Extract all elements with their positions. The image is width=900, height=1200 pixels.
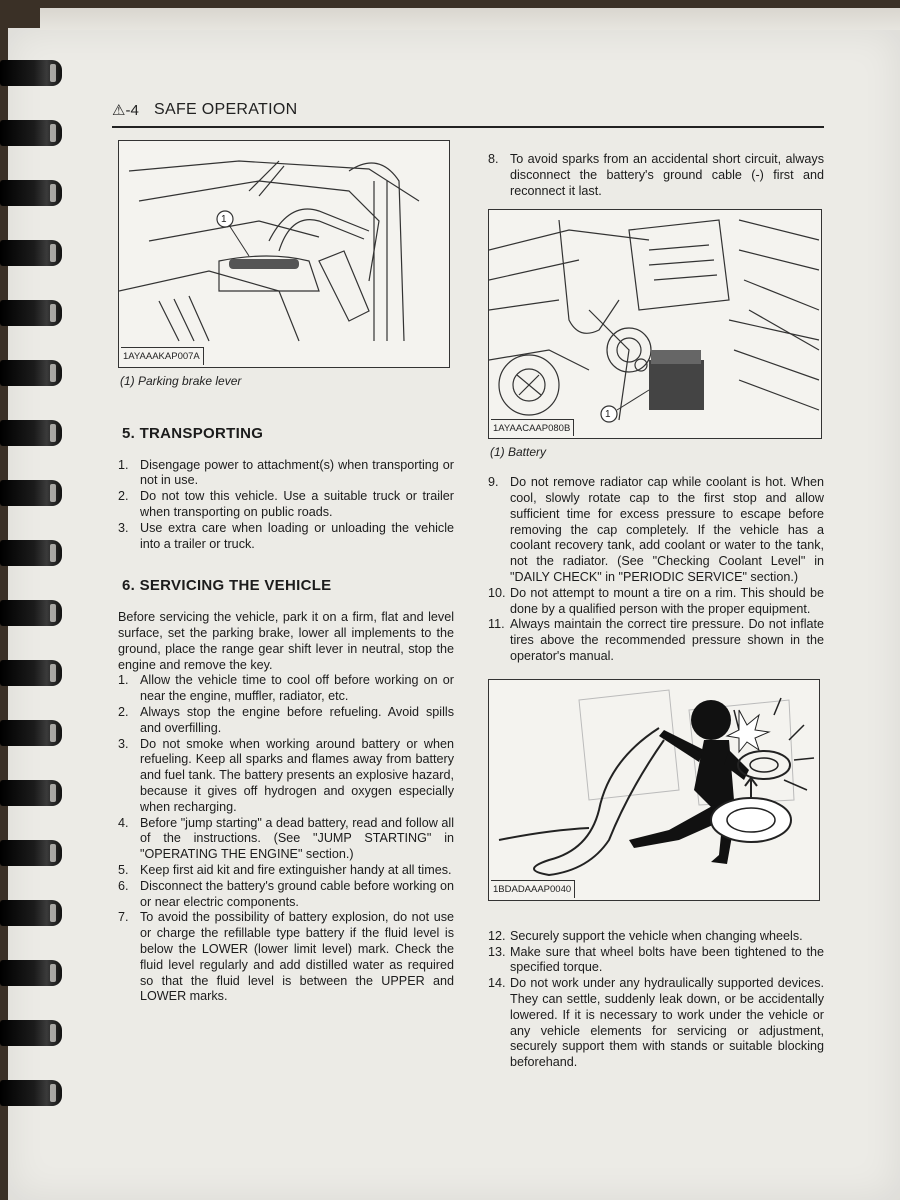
- items-9-11-list: [488, 475, 824, 665]
- item-text: To avoid sparks from an accidental short circuit, always disconnect the battery's ground cable (-) first and reconnect it last.: [510, 152, 824, 198]
- right-column: [488, 152, 824, 1071]
- list-item: [118, 458, 454, 490]
- item-number: 3.: [118, 520, 129, 535]
- list-item: [118, 737, 454, 816]
- item-number: 11.: [488, 617, 505, 632]
- binding-ring: [0, 420, 62, 446]
- binding-ring: [0, 120, 62, 146]
- binding-ring: [0, 360, 62, 386]
- tire-explosion-figure: [488, 679, 820, 901]
- item-text: Do not attempt to mount a tire on a rim. This should be done by a qualified person with the proper equipment.: [510, 585, 824, 616]
- section-title-transporting: 5. TRANSPORTING: [122, 424, 264, 442]
- battery-figure: [488, 209, 822, 439]
- parking-brake-illustration: [119, 141, 449, 367]
- item-text: Do not smoke when working around battery or when refueling. Keep all sparks and flames away from battery and fuel tank. The battery presents an explosive hazard, because it gives off hydrogen and oxygen especially when recharging.: [140, 736, 454, 814]
- item-text: Use extra care when loading or unloading the vehicle into a trailer or truck.: [140, 520, 454, 551]
- item-number: 1.: [118, 673, 129, 688]
- list-item: [118, 816, 454, 863]
- item-text: Disconnect the battery's ground cable before working on or near electric components.: [140, 878, 454, 909]
- figure-code: 1AYAACAAP080B: [491, 419, 574, 437]
- list-item: [488, 152, 824, 199]
- item-text: To avoid the possibility of battery explosion, do not use or charge the refillable type battery if the fluid level is below the LOWER (lower limit level) mark. Check the fluid level regularly and add distilled water as required so that the fluid level is between the UPPER and LOWER marks.: [140, 910, 454, 1004]
- list-item: [488, 976, 824, 1071]
- list-item: [118, 521, 454, 553]
- list-item: [118, 910, 454, 1005]
- binding-ring: [0, 300, 62, 326]
- item-text: Allow the vehicle time to cool off before working on or near the engine, muffler, radiator, etc.: [140, 673, 454, 704]
- item-8-list: [488, 152, 824, 199]
- binding-ring: [0, 900, 62, 926]
- item-number: 14.: [488, 976, 506, 991]
- item-number: 3.: [118, 736, 129, 751]
- list-item: [118, 705, 454, 737]
- binding-ring: [0, 1080, 62, 1106]
- list-item: [488, 617, 824, 664]
- item-text: Make sure that wheel bolts have been tightened to the specified torque.: [510, 944, 824, 975]
- binding-ring: [0, 780, 62, 806]
- item-text: Before "jump starting" a dead battery, read and follow all of the instructions. (See "JUMP STARTING" in "OPERATING THE ENGINE" section.): [140, 815, 454, 862]
- servicing-intro: Before servicing the vehicle, park it on a firm, flat and level surface, set the parking brake, lower all implements to the ground, place the range gear shift lever in neutral, stop the engine and remove the key.: [118, 610, 454, 672]
- figure-code: 1BDADAAAP0040: [491, 880, 575, 898]
- binding-ring: [0, 720, 62, 746]
- item-text: Disengage power to attachment(s) when transporting or not in use.: [140, 457, 454, 488]
- list-item: [118, 673, 454, 705]
- tire-explosion-illustration: [489, 680, 819, 900]
- page-edge: [40, 8, 900, 30]
- binding-ring: [0, 960, 62, 986]
- binding-ring: [0, 60, 62, 86]
- list-item: [488, 929, 824, 945]
- transporting-list: [118, 458, 454, 553]
- item-number: 10.: [488, 585, 506, 600]
- list-item: [118, 863, 454, 879]
- item-number: 9.: [488, 475, 499, 490]
- list-item: [488, 475, 824, 586]
- item-text: Always maintain the correct tire pressure. Do not inflate tires above the recommended pressure shown in the operator's manual.: [510, 617, 824, 663]
- binding-ring: [0, 480, 62, 506]
- item-number: 13.: [488, 944, 506, 959]
- battery-illustration: [489, 210, 821, 438]
- item-text: Do not work under any hydraulically supported devices. They can settle, suddenly leak down, or be accidentally lowered. If it is necessary to work under the vehicle or any vehicle elements for servicing or adjustment, securely support them with stands or suitable blocking beforehand.: [510, 976, 824, 1070]
- list-item: [118, 879, 454, 911]
- item-number: 8.: [488, 152, 499, 166]
- items-12-14-list: [488, 929, 824, 1071]
- item-number: 6.: [118, 878, 129, 893]
- figure-code: 1AYAAAKAP007A: [121, 347, 204, 365]
- page-header: [112, 100, 824, 128]
- parking-brake-figure: [118, 140, 450, 368]
- section-heading: SAFE OPERATION: [154, 101, 298, 118]
- item-text: Do not tow this vehicle. Use a suitable truck or trailer when transporting on public roads.: [140, 489, 454, 519]
- binding-ring: [0, 840, 62, 866]
- binding-ring: [0, 1020, 62, 1046]
- figure-caption: (1) Battery: [490, 445, 547, 460]
- spiral-binding: [0, 60, 70, 1180]
- binding-ring: [0, 180, 62, 206]
- item-number: 5.: [118, 862, 129, 877]
- servicing-list: [118, 673, 454, 1005]
- item-number: 2.: [118, 489, 129, 504]
- left-column: [118, 140, 454, 1005]
- item-number: 12.: [488, 928, 506, 943]
- item-text: Do not remove radiator cap while coolant is hot. When cool, slowly rotate cap to the first stop and allow sufficient time for excess pressure to escape before removing the cap completely. If the vehicle has a coolant recovery tank, add coolant or water to the tank, not the radiator. (See "Checking Coolant Level" in "DAILY CHECK" in "PERIODIC SERVICE" section.): [510, 475, 824, 584]
- binding-ring: [0, 240, 62, 266]
- section-title-servicing: 6. SERVICING THE VEHICLE: [122, 577, 332, 595]
- list-item: [118, 489, 454, 521]
- list-item: [488, 586, 824, 618]
- item-text: Always stop the engine before refueling. Avoid spills and overfilling.: [140, 704, 454, 735]
- page-number: ⚠-4: [112, 102, 139, 119]
- item-number: 7.: [118, 910, 129, 925]
- item-text: Keep first aid kit and fire extinguisher handy at all times.: [140, 862, 452, 877]
- item-text: Securely support the vehicle when changing wheels.: [510, 928, 803, 943]
- figure-caption: (1) Parking brake lever: [120, 374, 242, 388]
- item-number: 2.: [118, 704, 129, 719]
- callout-number: 1: [221, 214, 227, 225]
- callout-number: 1: [605, 409, 611, 421]
- binding-ring: [0, 600, 62, 626]
- binding-ring: [0, 660, 62, 686]
- list-item: [488, 945, 824, 977]
- item-number: 1.: [118, 457, 129, 472]
- item-number: 4.: [118, 815, 129, 830]
- binding-ring: [0, 540, 62, 566]
